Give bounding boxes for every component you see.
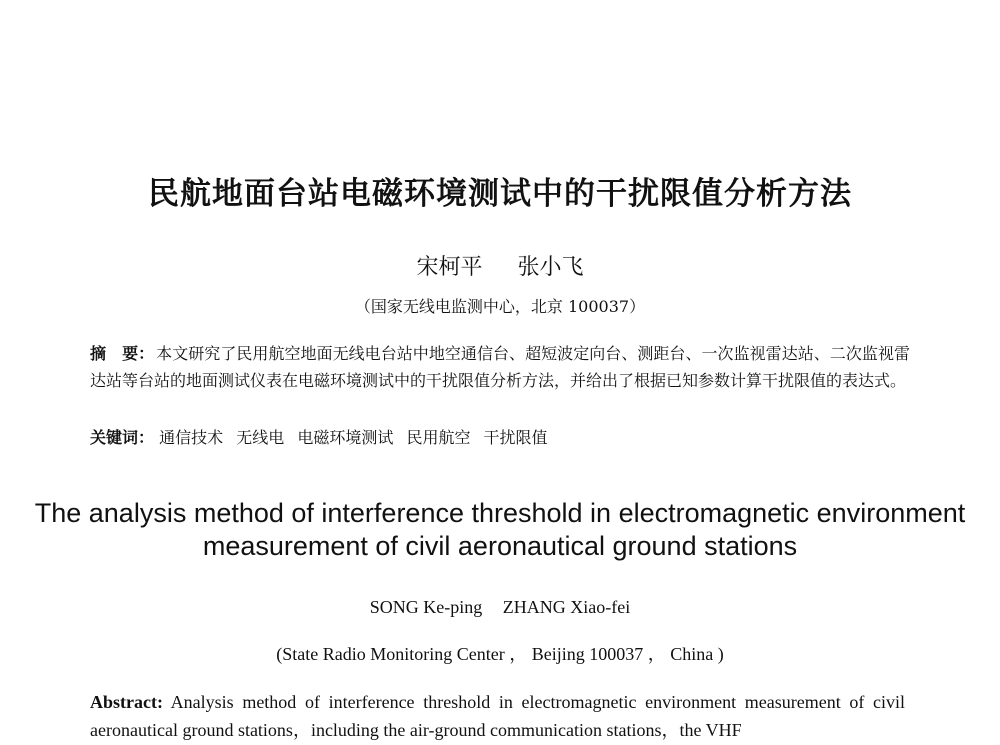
english-abstract [90,688,905,744]
keyword-item: 通信技术 [159,428,224,447]
keyword-item: 民用航空 [406,428,471,447]
english-title: The analysis method of interference threshold in electromagnetic environment measurement of civil aeronautical ground stations [34,498,966,561]
chinese-keywords [90,425,910,448]
english-author-1: SONG Ke-ping [369,597,483,617]
keyword-item: 无线电 [236,428,285,447]
chinese-authors [0,250,1000,281]
chinese-affiliation: （国家无线电监测中心，北京 100037） [354,297,646,316]
chinese-author-2: 张小飞 [517,255,584,280]
keyword-item: 干扰限值 [483,428,548,447]
english-abstract-text: Analysis method of interference threshold in electromagnetic environment measurement of civil aeronautical ground stations，including the air-ground communication stations，the VHF [90,692,905,740]
chinese-keywords-label: 关键词： [90,428,155,447]
chinese-abstract [90,340,910,394]
chinese-author-1: 宋柯平 [416,255,483,280]
english-author-2: ZHANG Xiao-fei [502,597,631,617]
english-authors [0,597,1000,618]
chinese-title: 民航地面台站电磁环境测试中的干扰限值分析方法 [148,176,852,212]
english-affiliation: (State Radio Monitoring Center ， Beijing 100037 ， China ) [276,644,724,664]
chinese-abstract-text: 本文研究了民用航空地面无线电台站中地空通信台、超短波定向台、测距台、一次监视雷达站、二次监视雷达站等台站的地面测试仪表在电磁环境测试中的干扰限值分析方法，并给出了根据已知参数计算干扰限值的表达式。 [90,344,910,390]
keyword-item: 电磁环境测试 [297,428,394,447]
chinese-abstract-label: 摘 要： [90,344,155,363]
english-abstract-label: Abstract: [90,692,163,712]
